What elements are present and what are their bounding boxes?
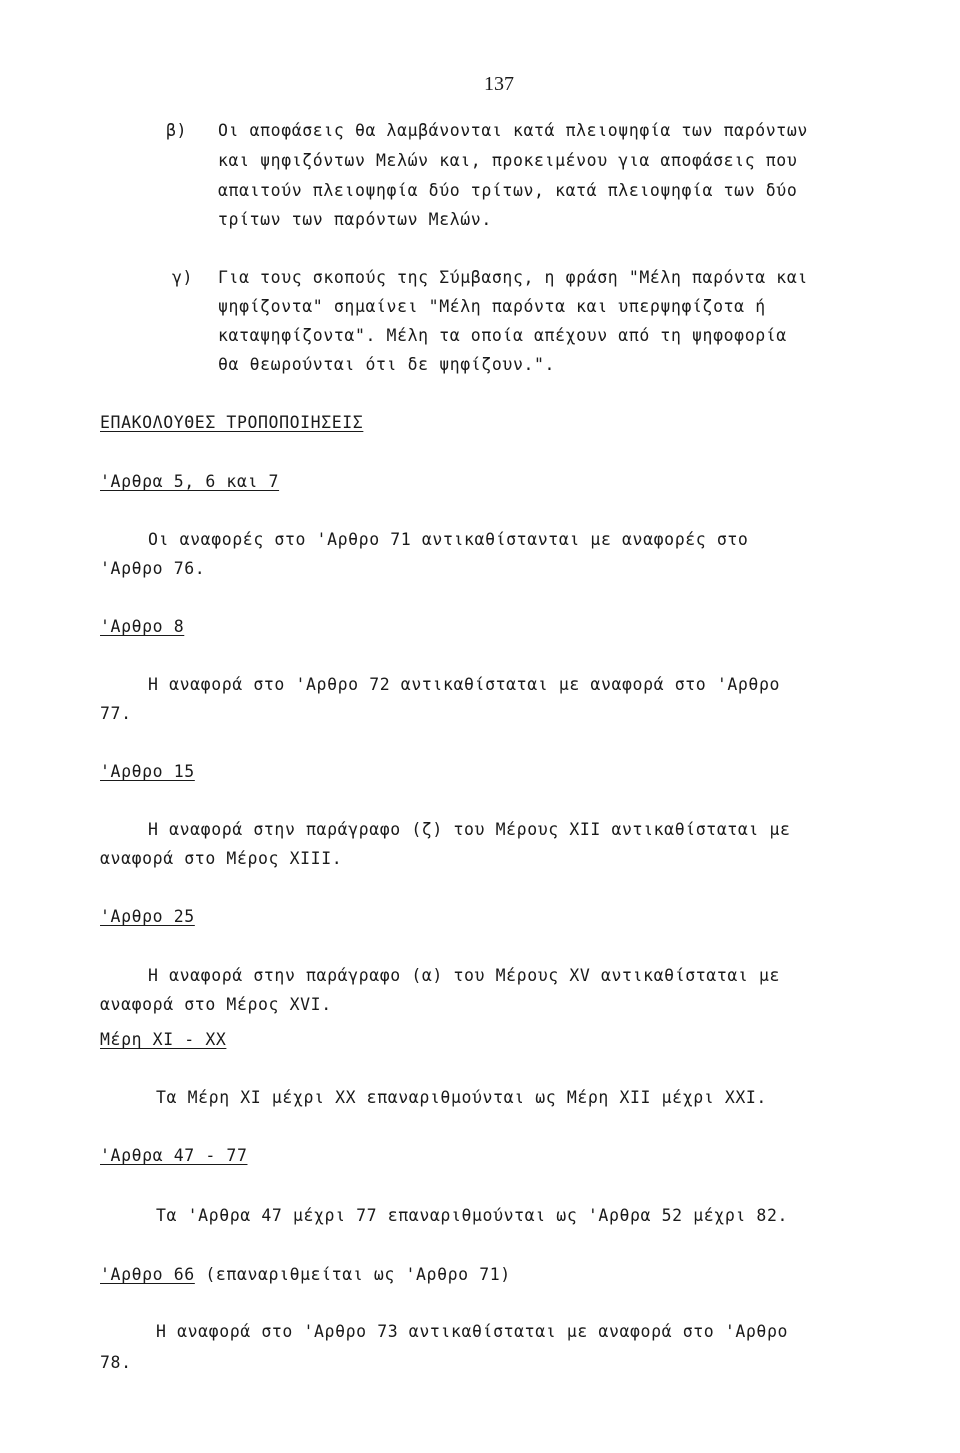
- article-text-line: Οι αναφορές στο 'Αρθρο 71 αντικαθίστανται με αναφορές στο: [148, 530, 749, 549]
- article-title-row: [100, 1265, 511, 1285]
- article-title: 'Αρθρο 8: [100, 617, 185, 636]
- article-text-line: Η αναφορά στην παράγραφο (ζ) του Μέρους XII αντικαθίσταται με: [148, 820, 791, 839]
- section-g-line: ψηφίζοντα" σημαίνει "Μέλη παρόντα και υπερψηφίζοτα ή: [218, 297, 766, 316]
- section-b-line: και ψηφιζόντων Μελών και, προκειμένου για αποφάσεις που: [218, 151, 798, 170]
- article-text-line: Η αναφορά στο 'Αρθρο 73 αντικαθίσταται με αναφορά στο 'Αρθρο: [156, 1322, 789, 1341]
- article-title: 'Αρθρο 15: [100, 762, 195, 781]
- section-b-line: Οι αποφάσεις θα λαμβάνονται κατά πλειοψηφία των παρόντων: [218, 121, 808, 140]
- section-g-line: καταψηφίζοντα". Μέλη τα οποία απέχουν από τη ψηφοφορία: [218, 326, 787, 345]
- article-title: 'Αρθρα 5, 6 και 7: [100, 472, 280, 491]
- article-text-line: Τα 'Αρθρα 47 μέχρι 77 επαναριθμούνται ως 'Αρθρα 52 μέχρι 82.: [156, 1206, 789, 1225]
- article-title: Μέρη XI - XX: [100, 1030, 227, 1049]
- section-g-line: θα θεωρούνται ότι δε ψηφίζουν.".: [218, 355, 556, 374]
- article-text-line: αναφορά στο Μέρος XIII.: [100, 849, 343, 868]
- section-b-line: τρίτων των παρόντων Μελών.: [218, 210, 492, 229]
- section-b-marker: β): [166, 121, 188, 140]
- page-number: 137: [484, 73, 514, 95]
- article-title-note: (επαναριθμείται ως 'Αρθρο 71): [194, 1265, 511, 1284]
- article-title: 'Αρθρο 25: [100, 907, 195, 926]
- section-g-line: Για τους σκοπούς της Σύμβασης, η φράση "Μέλη παρόντα και: [218, 268, 808, 287]
- article-text-line: αναφορά στο Μέρος XVI.: [100, 995, 332, 1014]
- article-title: 'Αρθρο 66: [100, 1265, 195, 1284]
- article-text-line: Η αναφορά στο 'Αρθρο 72 αντικαθίσταται με αναφορά στο 'Αρθρο: [148, 675, 781, 694]
- section-heading: ΕΠΑΚΟΛΟΥΘΕΣ ΤΡΟΠΟΠΟΙΗΣΕΙΣ: [100, 413, 364, 432]
- article-text-line: 78.: [100, 1353, 132, 1372]
- section-b-line: απαιτούν πλειοψηφία δύο τρίτων, κατά πλειοψηφία των δύο: [218, 181, 798, 200]
- article-text-line: Η αναφορά στην παράγραφο (α) του Μέρους XV αντικαθίσταται με: [148, 966, 781, 985]
- article-text-line: Τα Μέρη XI μέχρι XX επαναριθμούνται ως Μέρη XII μέχρι XXI.: [156, 1088, 767, 1107]
- article-title: 'Αρθρα 47 - 77: [100, 1146, 248, 1165]
- section-g-marker: γ): [172, 268, 194, 287]
- article-text-line: 77.: [100, 704, 132, 723]
- article-text-line: 'Αρθρο 76.: [100, 559, 206, 578]
